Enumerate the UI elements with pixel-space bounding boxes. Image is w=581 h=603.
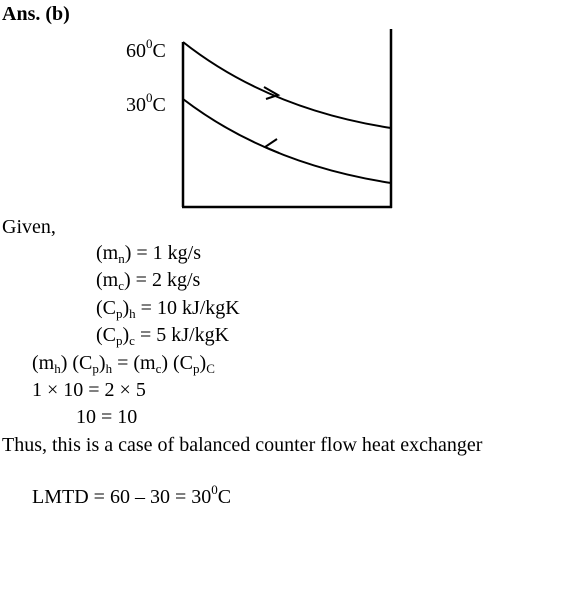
hot-inlet-unit: C: [152, 40, 166, 62]
conclusion-text: Thus, this is a case of balanced counter flow heat exchanger: [2, 434, 483, 456]
given-label: Given,: [2, 216, 56, 238]
equation-lmtd: LMTD = $60 - 30 = 30^0C$: [32, 482, 232, 508]
hot-inlet-degree: 0: [146, 36, 153, 51]
equation-product: 1 × 10 = 2 × 5: [32, 379, 146, 401]
cold-outlet-unit: C: [152, 94, 166, 116]
equation-heat-capacity-balance: $(m_h) (C_p)_h = (m_c)$ $(C_p)_C$: [32, 352, 215, 376]
hot-inlet-value: 60: [126, 40, 146, 62]
equation-mass-flow-hot: $(m_n) = 1$ kg/s: [96, 242, 201, 266]
cold-fluid-curve: [183, 99, 391, 183]
hot-fluid-curve: [183, 42, 391, 128]
counter-flow-temperature-diagram: [118, 24, 400, 214]
cold-outlet-value: 30: [126, 94, 146, 116]
equation-specific-heat-cold: $(C_p)_c = 5$ kJ/kgK: [96, 324, 230, 348]
equation-specific-heat-hot: $(C_p)_h = 10$ kJ/kgK: [96, 297, 240, 321]
cold-flow-arrow-icon: [265, 139, 279, 153]
answer-label: Ans. (b): [2, 3, 70, 25]
cold-outlet-degree: 0: [146, 90, 153, 105]
equation-mass-flow-cold: $(m_c) = 2$ kg/s: [96, 269, 201, 293]
cold-outlet-label: [126, 90, 166, 116]
hot-inlet-label: [126, 36, 166, 62]
equation-result: 10 = 10: [76, 406, 138, 428]
